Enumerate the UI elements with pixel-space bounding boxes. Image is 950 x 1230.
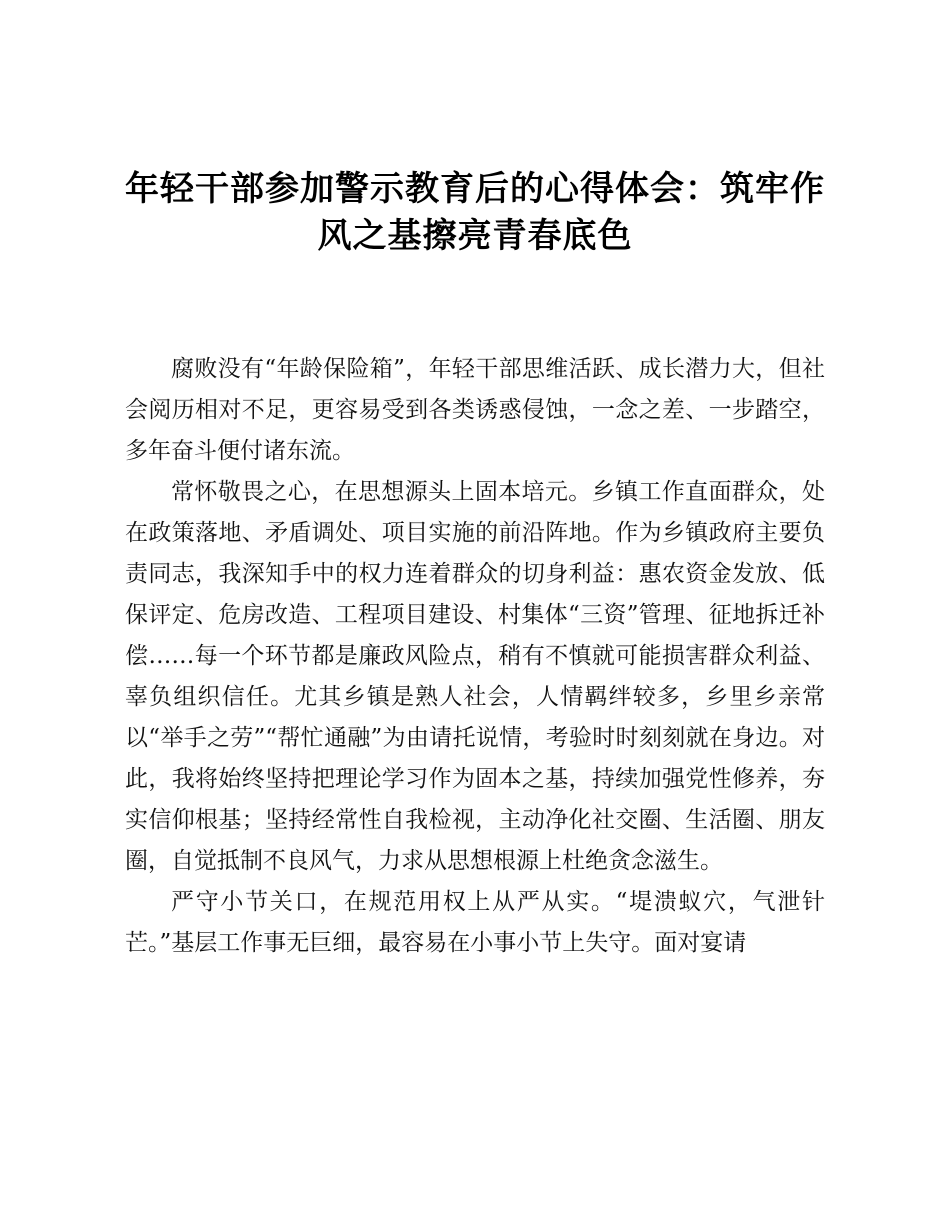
document-title: 年轻干部参加警示教育后的心得体会：筑牢作风之基擦亮青春底色 [125, 169, 825, 256]
paragraph: 严守小节关口，在规范用权上从严从实。“堤溃蚁穴，气泄针芒。”基层工作事无巨细，最容易在小事小节上失守。面对宴请 [125, 889, 825, 956]
document-body [125, 349, 825, 964]
paragraph: 常怀敬畏之心，在思想源头上固本培元。乡镇工作直面群众，处在政策落地、矛盾调处、项目实施的前沿阵地。作为乡镇政府主要负责同志，我深知手中的权力连着群众的切身利益：惠农资金发放、低保评定、危房改造、工程项目建设、村集体“三资”管理、征地拆迁补偿……每一个环节都是廉政风险点，稍有不慎就可能损害群众利益、辜负组织信任。尤其乡镇是熟人社会，人情羁绊较多，乡里乡亲常以“举手之劳”“帮忙通融”为由请托说情，考验时时刻刻就在身边。对此，我将始终坚持把理论学习作为固本之基，持续加强党性修养，夯实信仰根基；坚持经常性自我检视，主动净化社交圈、生活圈、朋友圈，自觉抵制不良风气，力求从思想根源上杜绝贪念滋生。 [125, 479, 825, 874]
paragraph: 腐败没有“年龄保险箱”，年轻干部思维活跃、成长潜力大，但社会阅历相对不足，更容易受到各类诱惑侵蚀，一念之差、一步踏空，多年奋斗便付诸东流。 [125, 356, 825, 464]
